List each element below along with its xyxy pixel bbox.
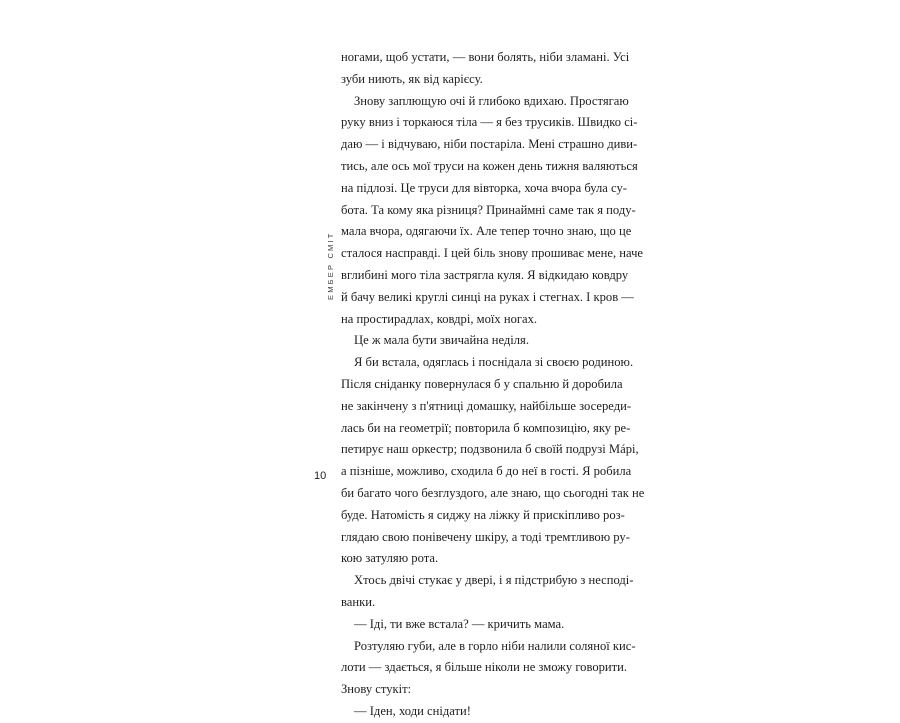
text-line: руку вниз і торкаюся тіла — я без трусиків. Швидко сі- xyxy=(341,115,638,130)
text-line: Знову заплющую очі й глибоко вдихаю. Простягаю xyxy=(354,93,629,108)
text-line: мала вчора, одягаючи їх. Але тепер точно знаю, що це xyxy=(341,224,632,239)
text-line: на підлозі. Це труси для вівторка, хоча вчора була су- xyxy=(341,180,627,195)
text-line: ванки. xyxy=(341,594,376,609)
text-line: Хтось двічі стукає у двері, і я підстрибую з несподі- xyxy=(354,573,634,588)
text-line: — Іден, ходи снідати! xyxy=(354,703,471,718)
text-line: на простирадлах, ковдрі, моїх ногах. xyxy=(341,311,538,326)
text-line: кою затуляю рота. xyxy=(341,551,439,566)
text-line: даю — і відчуваю, ніби постаріла. Мені страшно диви- xyxy=(341,137,638,152)
text-line: петирує наш оркестр; подзвонила б своїй подрузі Мáрі, xyxy=(341,442,639,457)
text-line: вглибині мого тіла застрягла куля. Я відкидаю ковдру xyxy=(341,267,629,282)
text-line: лоти — здається, я більше ніколи не зможу говорити. xyxy=(341,660,628,675)
text-line: Знову стукіт: xyxy=(341,682,412,697)
running-head-author: ЕМБЕР СМІТ xyxy=(326,231,335,300)
text-line: би багато чого безглуздого, але знаю, що сьогодні так не xyxy=(341,485,645,500)
text-line: лась би на геометрії; повторила б композицію, яку ре- xyxy=(341,420,631,435)
text-line: буде. Натомість я сиджу на ліжку й прискіпливо роз- xyxy=(341,507,625,522)
text-line: тись, але ось мої труси на кожен день тижня валяються xyxy=(341,158,638,173)
body-text xyxy=(341,47,645,723)
page-number: 10 xyxy=(314,470,327,482)
text-line: Це ж мала бути звичайна неділя. xyxy=(354,333,530,348)
text-line: а пізніше, можливо, сходила б до неї в гості. Я робила xyxy=(341,464,632,479)
text-line: Після сніданку повернулася б у спальню й доробила xyxy=(341,376,623,391)
text-line: не закінчену з п'ятниці домашку, найбільше зосереди- xyxy=(341,398,632,413)
text-line: сталося насправді. І цей біль знову прошиває мене, наче xyxy=(341,246,643,261)
text-line: й бачу великі круглі синці на руках і стегнах. І кров — xyxy=(341,289,634,304)
text-line: бота. Та кому яка різниця? Принаймні саме так я поду- xyxy=(341,202,636,217)
text-line: ногами, щоб устати, — вони болять, ніби зламані. Усі xyxy=(341,50,630,64)
text-line: Я би встала, одяглась і поснідала зі своєю родиною. xyxy=(354,355,634,370)
text-line: глядаю свою понівечену шкіру, а тоді тремтливою ру- xyxy=(341,529,630,544)
text-line: зуби ниють, як від карієсу. xyxy=(341,71,483,86)
text-line: Розтуляю губи, але в горло ніби налили соляної кис- xyxy=(354,638,636,653)
text-line: — Іді, ти вже встала? — кричить мама. xyxy=(354,616,565,631)
